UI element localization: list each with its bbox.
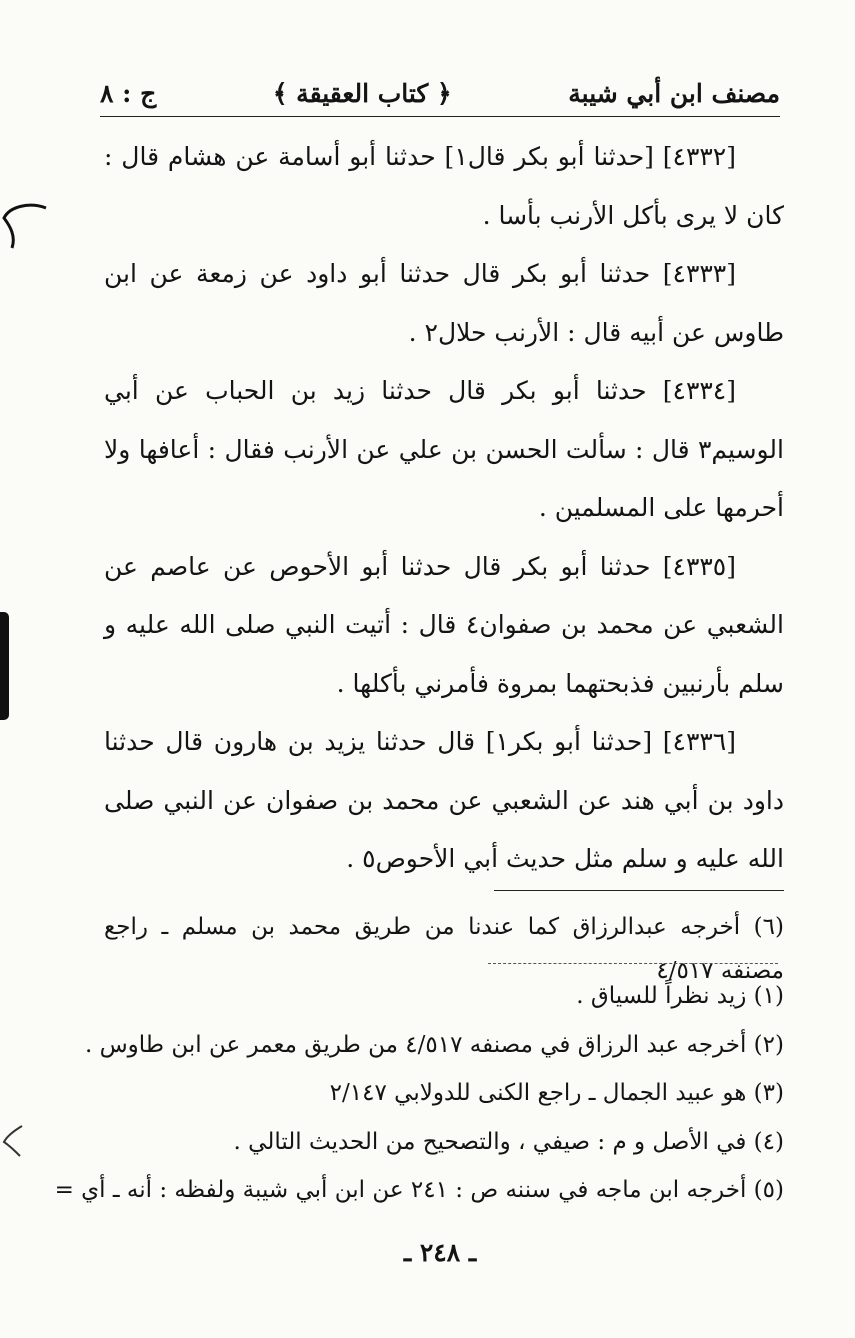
footnotes-list: [54, 972, 784, 1215]
scan-ink-mark: [0, 1120, 28, 1160]
footnote-continued: (٦) أخرجه عبدالرزاق كما عندنا من طريق محمد بن مسلم ـ راجع مصنفه ٤/٥١٧: [104, 914, 784, 984]
footnote-divider: [488, 963, 778, 964]
footnote-item: (٢) أخرجه عبد الرزاق في مصنفه ٤/٥١٧ من طريق معمر عن ابن طاوس .: [84, 1031, 784, 1058]
hadith-paragraph: [٤٣٣٦] [حدثنا أبو بكر١] قال حدثنا يزيد بن هارون قال حدثنا داود بن أبي هند عن الشعبي عن محمد بن صفوان عن النبي صلى الله عليه و سلم مثل حديث أبي الأحوص٥ .: [104, 727, 784, 873]
book-title: مصنف ابن أبي شيبة: [568, 78, 780, 108]
hadith-paragraph: [٤٣٣٢] [حدثنا أبو بكر قال١] حدثنا أبو أسامة عن هشام قال : كان لا يرى بأكل الأرنب بأسا .: [104, 142, 784, 230]
hadith-paragraph: [٤٣٣٣] حدثنا أبو بكر قال حدثنا أبو داود عن زمعة عن ابن طاوس عن أبيه قال : الأرنب حلال٢ .: [104, 259, 784, 347]
footnote-item: (١) زيد نظراً للسياق .: [576, 983, 784, 1009]
scan-ink-mark: [0, 196, 48, 256]
running-header: [100, 70, 780, 117]
footnote-item: (٣) هو عبيد الجمال ـ راجع الكنى للدولابي ٢/١٤٧: [329, 1080, 784, 1106]
hadith-paragraph: [٤٣٣٤] حدثنا أبو بكر قال حدثنا زيد بن الحباب عن أبي الوسيم٣ قال : سألت الحسن بن علي عن الأرنب فقال : أعافها ولا أحرمها على المسلمين .: [104, 376, 784, 522]
footnote-item: (٥) أخرجه ابن ماجه في سننه ص : ٢٤١ عن ابن أبي شيبة ولفظه : أنه ـ أي =: [54, 1177, 784, 1203]
footnote-item: (٤) في الأصل و م : صيفي ، والتصحيح من الحديث التالي .: [233, 1128, 784, 1155]
scan-shadow-mark: [0, 612, 9, 720]
footnote-separator: [494, 890, 784, 891]
section-title: ﴿ كتاب العقيقة ﴾: [272, 78, 452, 108]
volume-number: ج : ٨: [100, 78, 157, 108]
page-number: ـ ٢٤٨ ـ: [403, 1238, 477, 1267]
main-text: [104, 128, 784, 889]
hadith-paragraph: [٤٣٣٥] حدثنا أبو بكر قال حدثنا أبو الأحوص عن عاصم عن الشعبي عن محمد بن صفوان٤ قال : أتيت النبي صلى الله عليه و سلم بأرنبين فذبحتهما بمروة فأمرني بأكلها .: [104, 551, 784, 698]
